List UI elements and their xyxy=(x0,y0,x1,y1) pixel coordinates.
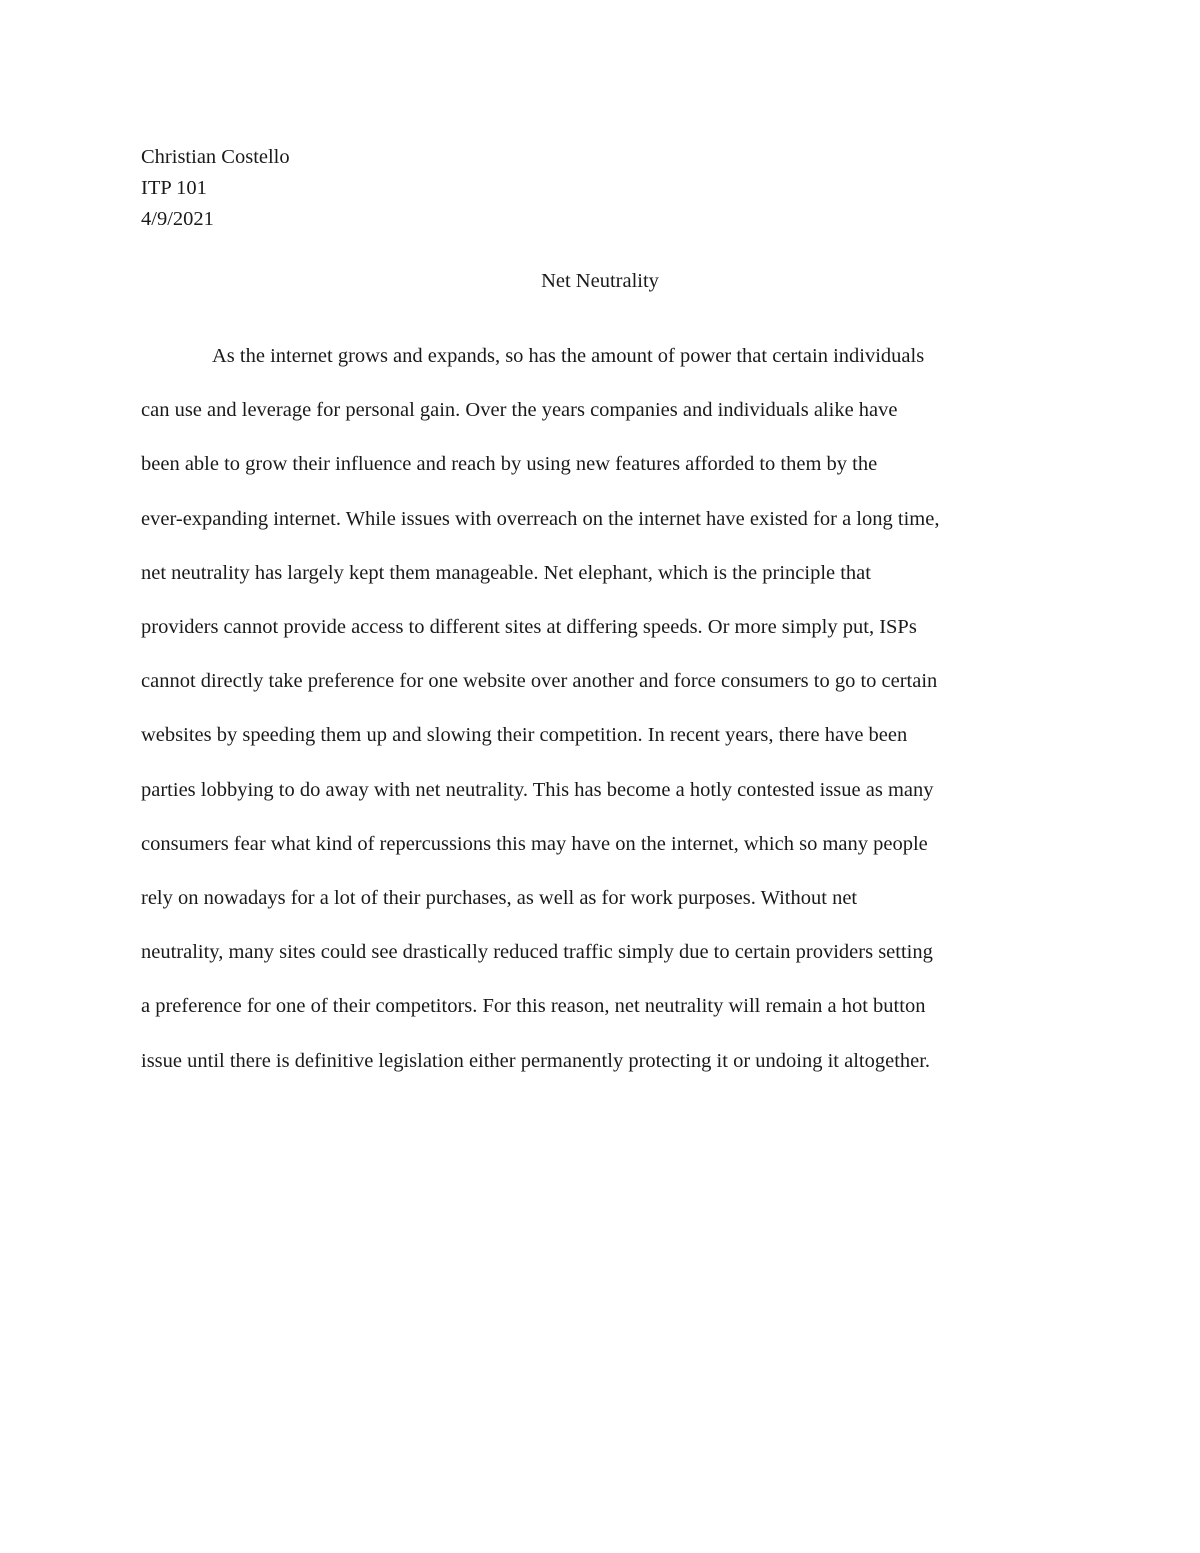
body-line: websites by speeding them up and slowing their competition. In recent years, there have been xyxy=(141,724,908,747)
body-paragraph xyxy=(141,329,1081,1088)
body-line: ever-expanding internet. While issues with overreach on the internet have existed for a long time, xyxy=(141,507,940,530)
document-title: Net Neutrality xyxy=(541,270,659,292)
document-header xyxy=(141,142,290,235)
body-line: been able to grow their influence and reach by using new features afforded to them by the xyxy=(141,453,878,476)
body-line: cannot directly take preference for one website over another and force consumers to go to certain xyxy=(141,670,938,693)
body-line: issue until there is definitive legislation either permanently protecting it or undoing it altogether. xyxy=(141,1049,931,1072)
course-name: ITP 101 xyxy=(141,177,207,199)
body-line: rely on nowadays for a lot of their purchases, as well as for work purposes. Without net xyxy=(141,887,858,910)
author-name: Christian Costello xyxy=(141,146,290,168)
body-line: providers cannot provide access to different sites at differing speeds. Or more simply put, ISPs xyxy=(141,616,917,639)
document-date: 4/9/2021 xyxy=(141,208,214,230)
body-line: net neutrality has largely kept them manageable. Net elephant, which is the principle that xyxy=(141,561,871,584)
body-line: can use and leverage for personal gain. Over the years companies and individuals alike have xyxy=(141,399,898,422)
body-line: neutrality, many sites could see drastically reduced traffic simply due to certain providers setting xyxy=(141,941,933,964)
body-line: consumers fear what kind of repercussions this may have on the internet, which so many people xyxy=(141,832,928,855)
body-line: As the internet grows and expands, so has the amount of power that certain individuals xyxy=(212,345,925,367)
body-line: parties lobbying to do away with net neutrality. This has become a hotly contested issue as many xyxy=(141,778,934,801)
body-line: a preference for one of their competitors. For this reason, net neutrality will remain a hot button xyxy=(141,995,926,1018)
